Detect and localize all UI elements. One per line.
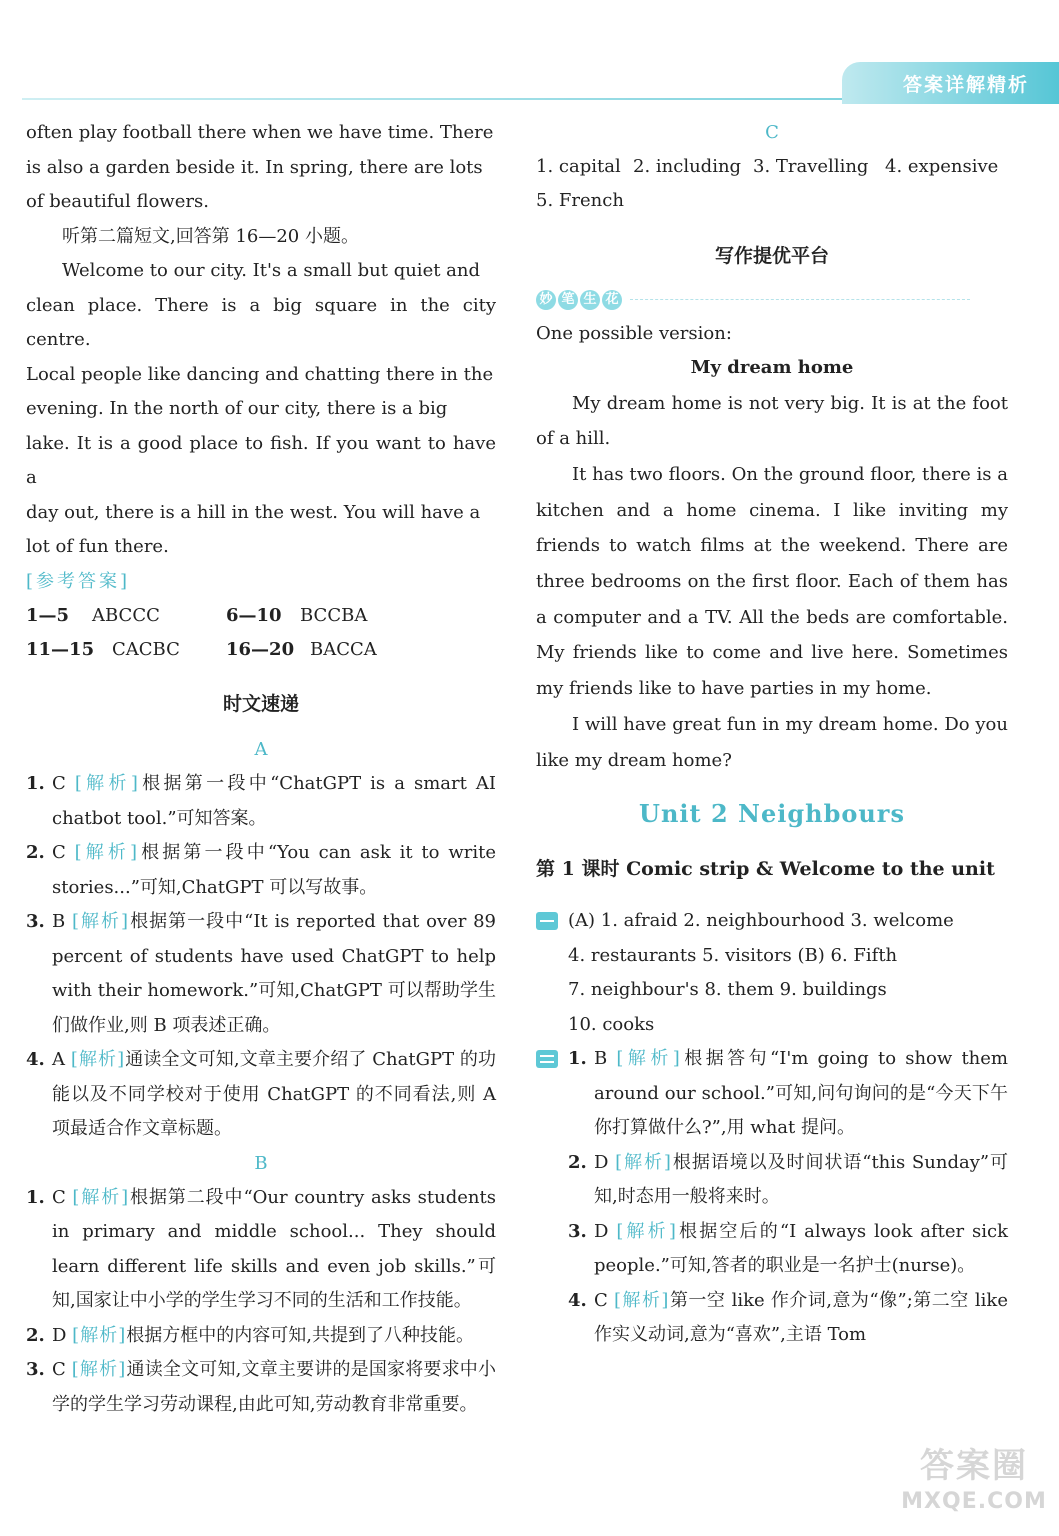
section-one-icon bbox=[536, 912, 558, 930]
answer-range: 11—15 bbox=[26, 639, 95, 660]
listening-instruction: 听第二篇短文,回答第 16—20 小题。 bbox=[62, 225, 359, 247]
analysis-tag: [解析] bbox=[74, 842, 139, 863]
essay-title: My dream home bbox=[690, 357, 854, 378]
part-label-b: B bbox=[254, 1152, 268, 1174]
item-explanation: 通读全文可知,文章主要讲的是国家将要求中小学的学生学习劳动课程,由此可知,劳动教育非常重要。 bbox=[52, 1359, 496, 1415]
item-explanation: 根据第一段中“It is reported that over 89 percent of students have used ChatGPT to help with their homework.”可知,ChatGPT 可以帮助学生们做作业,则 B 项表述正确。 bbox=[52, 911, 496, 1036]
para1-line: is also a garden beside it. In spring, there are lots bbox=[26, 156, 483, 178]
answer-range: 1—5 bbox=[26, 605, 70, 626]
item-number: 3. bbox=[26, 911, 45, 932]
c-answers-line: 5. French bbox=[536, 190, 624, 211]
answer-item bbox=[26, 905, 496, 1043]
item-answer: B bbox=[52, 911, 66, 932]
watermark bbox=[899, 1444, 1049, 1530]
exercise-line: 7. neighbour's 8. them 9. buildings bbox=[568, 979, 887, 1001]
section-title: 时文速递 bbox=[222, 693, 299, 715]
c-answer: 3. Travelling bbox=[753, 156, 869, 177]
answer-row bbox=[26, 633, 496, 667]
item-number: 1. bbox=[26, 1186, 45, 1208]
para2-line: Welcome to our city. It's a small but quiet and bbox=[62, 260, 481, 281]
badge-char: 生 bbox=[580, 290, 600, 310]
item-number: 3. bbox=[26, 1359, 45, 1380]
item-answer: D bbox=[594, 1151, 609, 1173]
analysis-tag: [解析] bbox=[616, 1048, 681, 1070]
part-label-c: C bbox=[765, 122, 779, 143]
analysis-tag: [解析] bbox=[70, 1049, 126, 1070]
answer-item bbox=[26, 1319, 496, 1354]
item-number: 3. bbox=[568, 1220, 587, 1242]
answer-value: BCCBA bbox=[300, 605, 368, 626]
analysis-tag: [解析] bbox=[74, 773, 139, 794]
answer-row bbox=[26, 599, 496, 633]
item-explanation: 根据语境以及时间状语“this Sunday”可知,时态用一般将来时。 bbox=[594, 1151, 1009, 1208]
analysis-tag: [解析] bbox=[71, 1359, 127, 1380]
para2-line: day out, there is a hill in the west. You will have a bbox=[26, 501, 481, 523]
item-explanation: 根据空后的“I always look after sick people.”可知,答者的职业是一名护士(nurse)。 bbox=[594, 1220, 1009, 1277]
answer-item bbox=[26, 1353, 496, 1422]
answer-item bbox=[568, 1146, 1008, 1215]
c-answer: 2. including bbox=[633, 156, 742, 177]
item-explanation: 根据第一段中“You can ask it to write stories...”可知,ChatGPT 可以写故事。 bbox=[52, 842, 496, 898]
item-answer: C bbox=[594, 1289, 608, 1311]
badge-row bbox=[536, 283, 1008, 317]
item-explanation: 第一空 like 作介词,意为“像”;第二空 like 作实义动词,意为“喜欢”,主语 Tom bbox=[594, 1289, 1008, 1346]
item-explanation: 通读全文可知,文章主要介绍了 ChatGPT 的功能以及不同学校对于使用 ChatGPT 的不同看法,则 A 项最适合作文章标题。 bbox=[52, 1049, 496, 1139]
essay-paragraph: It has two floors. On the ground floor, there is a kitchen and a home cinema. I like inviting my friends to watch films at the weekend. There are three bedrooms on the first floor. Each of them has a computer and a TV. All the beds are comfortable. My friends like to come and live here. Sometimes my friends like to have parties in my home. bbox=[536, 463, 1008, 700]
item-answer: A bbox=[52, 1049, 65, 1070]
exercise-line: (A) 1. afraid 2. neighbourhood 3. welcome bbox=[568, 910, 954, 932]
para2-line: clean place. There is a big square in the city centre. bbox=[26, 294, 496, 350]
answer-item bbox=[26, 836, 496, 905]
answer-range: 16—20 bbox=[226, 639, 295, 660]
para2-line: evening. In the north of our city, there is a big bbox=[26, 398, 448, 419]
exercise-one bbox=[536, 904, 1008, 1042]
watermark-text: 答案圈 bbox=[920, 1446, 1028, 1486]
answer-value: CACBC bbox=[112, 639, 180, 660]
analysis-tag: [解析] bbox=[616, 1220, 677, 1242]
item-number: 1. bbox=[568, 1048, 587, 1070]
unit-title: Unit 2 Neighbours bbox=[639, 799, 905, 829]
item-explanation: 根据第一段中“ChatGPT is a smart AI chatbot tool.”可知答案。 bbox=[52, 773, 496, 829]
analysis-tag: [解析] bbox=[615, 1151, 672, 1173]
part-label-a: A bbox=[254, 739, 268, 760]
header-tab: 答案详解精析 bbox=[842, 62, 1059, 104]
answer-item bbox=[26, 767, 496, 836]
item-answer: C bbox=[52, 773, 66, 794]
answer-item bbox=[26, 1181, 496, 1319]
analysis-tag: [解析] bbox=[613, 1289, 670, 1311]
item-number: 2. bbox=[568, 1151, 587, 1173]
item-number: 1. bbox=[26, 773, 45, 794]
analysis-tag: [解析] bbox=[71, 911, 130, 932]
answer-value: ABCCC bbox=[92, 605, 160, 626]
item-answer: D bbox=[52, 1324, 67, 1346]
badge-char: 花 bbox=[602, 290, 622, 310]
item-number: 2. bbox=[26, 1324, 45, 1346]
item-explanation: 根据方框中的内容可知,共提到了八种技能。 bbox=[126, 1324, 474, 1346]
c-answers-line bbox=[536, 150, 1008, 184]
c-answer: 4. expensive bbox=[885, 156, 999, 177]
item-explanation: 根据答句“I'm going to show them around our school.”可知,问句询问的是“今天下午你打算做什么?”,用 what 提问。 bbox=[594, 1048, 1008, 1139]
item-number: 2. bbox=[26, 842, 45, 863]
lesson-title: 第 1 课时 Comic strip & Welcome to the unit bbox=[536, 858, 995, 881]
writing-section-title: 写作提优平台 bbox=[714, 244, 829, 267]
badge bbox=[536, 290, 622, 310]
essay-paragraph: My dream home is not very big. It is at the foot of a hill. bbox=[536, 392, 1008, 450]
item-explanation: 根据第二段中“Our country asks students in primary and middle school... They should learn different life skills and even job skills.”可知,国家让中小学的学生学习不同的生活和工作技能。 bbox=[52, 1186, 496, 1311]
exercise-line: 10. cooks bbox=[568, 1013, 655, 1035]
item-answer: B bbox=[594, 1048, 608, 1070]
para1-line: of beautiful flowers. bbox=[26, 191, 209, 212]
badge-char: 妙 bbox=[536, 290, 556, 310]
answer-item bbox=[568, 1284, 1008, 1353]
answer-value: BACCA bbox=[310, 639, 377, 660]
item-number: 4. bbox=[568, 1289, 587, 1311]
answer-item bbox=[26, 1043, 496, 1147]
dashed-divider bbox=[630, 299, 970, 300]
watermark-url: MXQE.COM bbox=[901, 1489, 1047, 1514]
item-number: 4. bbox=[26, 1049, 45, 1070]
para2-line: Local people like dancing and chatting there in the bbox=[26, 363, 494, 385]
section-two-icon bbox=[536, 1050, 558, 1068]
item-answer: D bbox=[594, 1220, 609, 1242]
answer-item bbox=[568, 1215, 1008, 1284]
item-answer: C bbox=[52, 842, 66, 863]
answer-item bbox=[568, 1042, 1008, 1146]
exercise-two bbox=[536, 1042, 1008, 1353]
analysis-tag: [解析] bbox=[72, 1186, 130, 1208]
para2-line: lake. It is a good place to fish. If you want to have a bbox=[26, 432, 496, 488]
reference-answer-label: [参考答案] bbox=[26, 570, 131, 592]
item-answer: C bbox=[52, 1359, 66, 1380]
right-column bbox=[536, 116, 1008, 1353]
answer-range: 6—10 bbox=[226, 605, 282, 626]
para1-line: often play football there when we have time. There bbox=[26, 122, 494, 143]
analysis-tag: [解析] bbox=[72, 1324, 127, 1346]
left-column bbox=[26, 116, 496, 1422]
c-answer: 1. capital bbox=[536, 156, 621, 177]
exercise-line: 4. restaurants 5. visitors (B) 6. Fifth bbox=[568, 944, 898, 966]
header-rule bbox=[22, 98, 852, 100]
para2-line: lot of fun there. bbox=[26, 536, 169, 557]
item-answer: C bbox=[52, 1186, 66, 1208]
version-label: One possible version: bbox=[536, 322, 732, 344]
badge-char: 笔 bbox=[558, 290, 578, 310]
essay-paragraph: I will have great fun in my dream home. Do you like my dream home? bbox=[536, 713, 1008, 771]
